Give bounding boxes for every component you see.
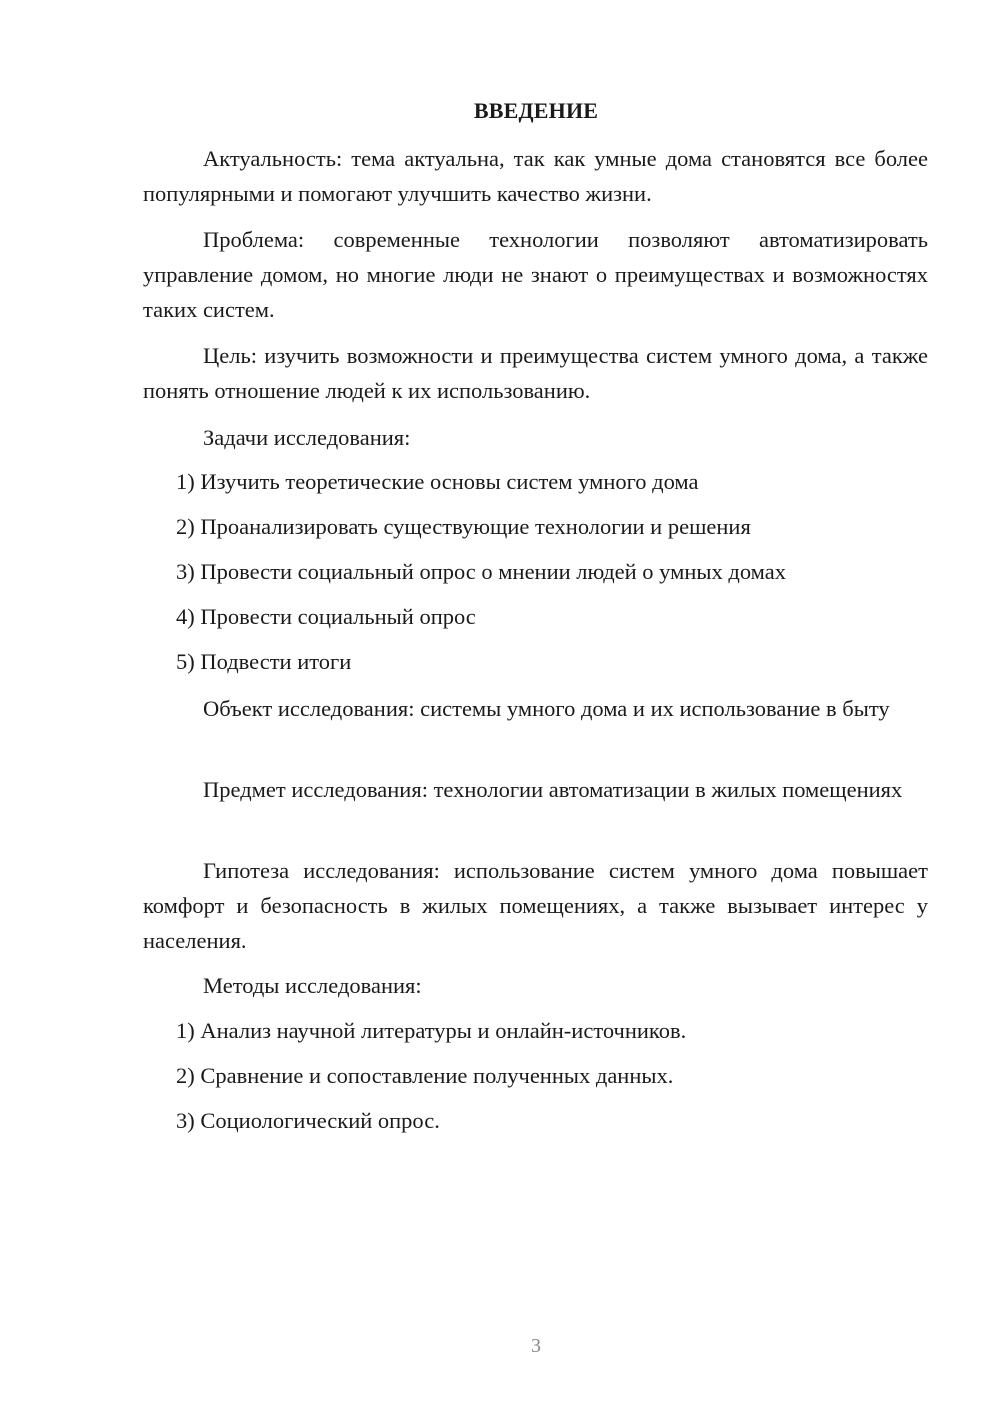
hypothesis-block	[143, 853, 928, 958]
task-item-4: 4) Провести социальный опрос	[176, 604, 476, 629]
goal-block	[143, 338, 928, 408]
tasks-heading: Задачи исследования:	[203, 425, 411, 450]
page-number: 3	[531, 1335, 541, 1357]
subject-block	[143, 772, 928, 807]
page-title: ВВЕДЕНИЕ	[473, 98, 599, 123]
hypothesis-paragraph: Гипотеза исследования: использование систем умного дома повышает комфорт и безопасность в жилых помещениях, а также вызывает интерес у населения.	[143, 858, 928, 953]
subject-paragraph: Предмет исследования: технологии автоматизации в жилых помещениях	[203, 777, 903, 802]
task-item-1: 1) Изучить теоретические основы систем умного дома	[176, 469, 699, 494]
methods-heading: Методы исследования:	[203, 973, 422, 998]
method-item-3: 3) Социологический опрос.	[176, 1108, 440, 1133]
task-item-5: 5) Подвести итоги	[176, 649, 352, 674]
goal-paragraph: Цель: изучить возможности и преимущества систем умного дома, а также понять отношение людей к их использованию.	[143, 343, 928, 403]
problem-block	[143, 222, 928, 327]
method-item-1: 1) Анализ научной литературы и онлайн-источников.	[176, 1018, 687, 1043]
object-paragraph: Объект исследования: системы умного дома и их использование в быту	[203, 696, 890, 721]
relevance-paragraph: Актуальность: тема актуальна, так как умные дома становятся все более популярными и помогают улучшить качество жизни.	[143, 146, 928, 206]
problem-paragraph: Проблема: современные технологии позволяют автоматизировать управление домом, но многие люди не знают о преимуществах и возможностях таких систем.	[143, 227, 928, 322]
relevance-block	[143, 141, 928, 211]
method-item-2: 2) Сравнение и сопоставление полученных данных.	[176, 1063, 674, 1088]
object-block	[143, 691, 928, 726]
task-item-2: 2) Проанализировать существующие технологии и решения	[176, 514, 751, 539]
task-item-3: 3) Провести социальный опрос о мнении людей о умных домах	[176, 559, 786, 584]
